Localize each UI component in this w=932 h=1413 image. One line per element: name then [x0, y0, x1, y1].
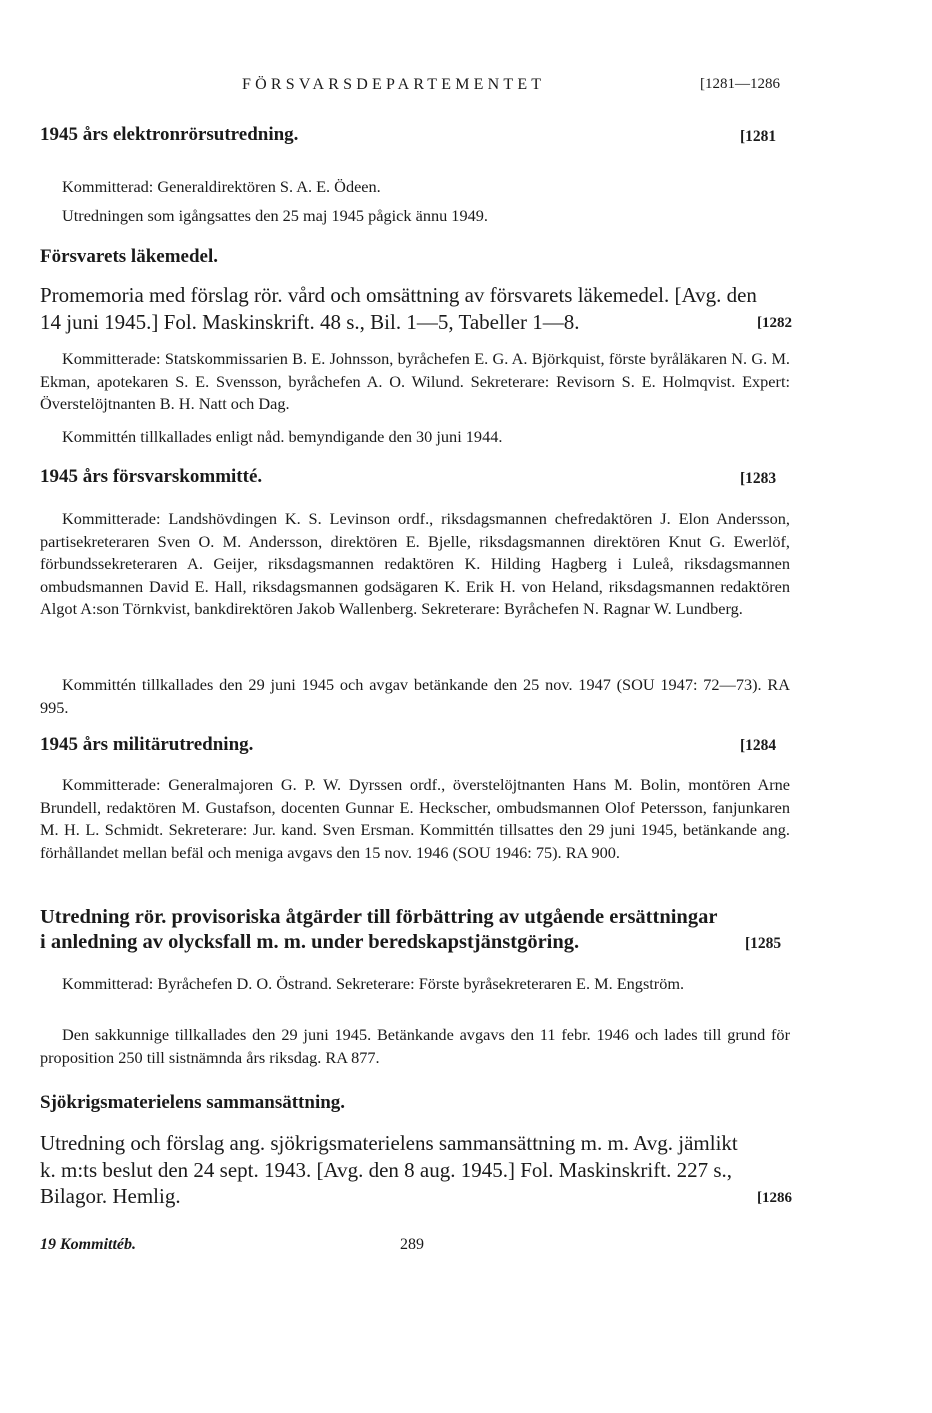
section-1285-para-1: Kommitterad: Byråchefen D. O. Östrand. Sekreterare: Förste byråsekreteraren E. M. Engström.	[62, 974, 685, 993]
section-1282-para-2: Kommittén tillkallades enligt nåd. bemyndigande den 30 juni 1944.	[62, 427, 503, 446]
section-1285-para-2: Den sakkunnige tillkallades den 29 juni 1945. Betänkande avgavs den 11 febr. 1946 och lades till grund för proposition 250 till sistnämnda års riksdag. RA 877.	[40, 1025, 790, 1067]
section-heading-1281: 1945 års elektronrörsutredning.	[40, 124, 299, 145]
section-ref-1282: [1282	[757, 315, 792, 331]
section-1282-para-1: Kommitterade: Statskommissarien B. E. Johnsson, byråchefen E. G. A. Björkquist, förste byråläkaren N. G. M. Ekman, apotekaren S. E. Svensson, byråchefen A. O. Wilund. Sekreterare: Revisorn S. E. Holmqvist. Expert: Överstelöjtnanten B. H. Natt och Dag.	[40, 349, 790, 414]
footer-signature: 19 Kommittéb.	[40, 1236, 136, 1253]
section-1282-description-text: Promemoria med förslag rör. vård och omsättning av försvarets läkemedel. [Avg. den 14 juni 1945.] Fol. Maskinskrift. 48 s., Bil. 1—5, Tabeller 1—8.	[40, 283, 757, 334]
section-heading-1283: 1945 års försvarskommitté.	[40, 466, 263, 487]
running-head-title: FÖRSVARSDEPARTEMENTET	[242, 76, 546, 93]
section-1283-para-2: Kommittén tillkallades den 29 juni 1945 och avgav betänkande den 25 nov. 1947 (SOU 1947: 72—73). RA 995.	[40, 675, 790, 717]
section-ref-1286: [1286	[757, 1190, 792, 1206]
section-heading-1286: Sjökrigsmaterielens sammansättning.	[40, 1092, 346, 1113]
section-ref-1285: [1285	[745, 935, 782, 952]
section-ref-1284: [1284	[740, 737, 777, 754]
page-number: 289	[400, 1236, 424, 1253]
section-1281-para-1: Kommitterad: Generaldirektören S. A. E. Ödeen.	[62, 177, 381, 196]
section-1282-description	[40, 282, 792, 335]
section-1286-description	[40, 1130, 792, 1210]
section-1281-para-2: Utredningen som igångsattes den 25 maj 1945 pågick ännu 1949.	[62, 206, 488, 225]
section-heading-1284: 1945 års militärutredning.	[40, 734, 254, 755]
running-head-range: [1281—1286	[700, 76, 780, 92]
section-heading-1282: Försvarets läkemedel.	[40, 246, 218, 267]
section-ref-1281: [1281	[740, 128, 777, 145]
section-ref-1283: [1283	[740, 470, 777, 487]
section-1283-para-1: Kommitterade: Landshövdingen K. S. Levinson ordf., riksdagsmannen chefredaktören J. Elon Andersson, partisekreteraren Sven O. M. Andersson, direktören E. Bjelle, riksdagsmannen direktören Knut G. Ewerlöf, förbundssekreteraren A. Geijer, riksdagsmannen redaktören K. Hilding Hagberg i Luleå, riksdagsmannen ombudsmannen David E. Hall, riksdagsmannen godsägaren K. Erik H. von Heland, riksdagsmannen redaktören Algot A:son Törnkvist, bankdirektören Jakob Wallenberg. Sekreterare: Byråchefen N. Ragnar W. Lundberg.	[40, 509, 790, 619]
section-heading-1285-line-1: Utredning rör. provisoriska åtgärder till förbättring av utgående ersättningar	[40, 906, 718, 928]
section-1286-description-text: Utredning och förslag ang. sjökrigsmaterielens sammansättning m. m. Avg. jämlikt k. m:ts beslut den 24 sept. 1943. [Avg. den 8 aug. 1945.] Fol. Maskinskrift. 227 s., Bilagor. Hemlig.	[40, 1131, 738, 1208]
section-1284-para-1: Kommitterade: Generalmajoren G. P. W. Dyrssen ordf., överstelöjtnanten Hans M. Bolin, montören Arne Brundell, redaktören M. Gustafson, docenten Gunnar E. Heckscher, ombudsmannen Olof Petersson, fanjunkaren M. H. L. Schmidt. Sekreterare: Jur. kand. Sven Ersman. Kommittén tillsattes den 29 juni 1945, betänkande ang. förhållandet mellan befäl och meniga avgavs den 15 nov. 1946 (SOU 1946: 75). RA 900.	[40, 775, 790, 862]
section-heading-1285-line-2: i anledning av olycksfall m. m. under beredskapstjänstgöring.	[40, 931, 580, 953]
